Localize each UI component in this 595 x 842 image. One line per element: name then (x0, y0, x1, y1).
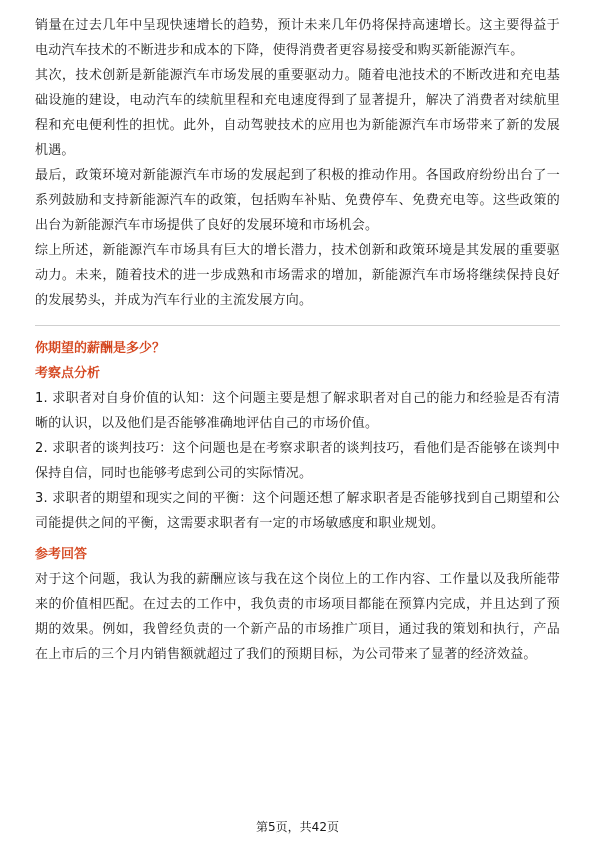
question-title: 你期望的薪酬是多少？ (35, 341, 166, 356)
focus-point: 3. 求职者的期望和现实之间的平衡：这个问题还想了解求职者是否能够找到自己期望和公司能提供之间的平衡，这需要求职者有一定的市场敏感度和职业规划。 (35, 491, 560, 531)
intro-paragraph: 最后，政策环境对新能源汽车市场的发展起到了积极的推动作用。各国政府纷纷出台了一系列鼓励和支持新能源汽车的政策，包括购车补贴、免费停车、免费充电等。这些政策的出台为新能源汽车市场提供了良好的发展环境和市场机会。 (35, 168, 560, 233)
intro-paragraph: 其次，技术创新是新能源汽车市场发展的重要驱动力。随着电池技术的不断改进和充电基础设施的建设，电动汽车的续航里程和充电速度得到了显著提升，解决了消费者对续航里程和充电便利性的担忧。此外，自动驾驶技术的应用也为新能源汽车市场带来了新的发展机遇。 (35, 68, 560, 158)
focus-heading: 考察点分析 (35, 366, 101, 381)
intro-paragraph: 综上所述，新能源汽车市场具有巨大的增长潜力，技术创新和政策环境是其发展的重要驱动力。未来，随着技术的进一步成熟和市场需求的增加，新能源汽车市场将继续保持良好的发展势头，并成为汽车行业的主流发展方向。 (35, 243, 560, 308)
answer-heading: 参考回答 (35, 547, 88, 562)
answer-paragraph: 对于这个问题，我认为我的薪酬应该与我在这个岗位上的工作内容、工作量以及我所能带来的价值相匹配。在过去的工作中，我负责的市场项目都能在预算内完成，并且达到了预期的效果。例如，我曾经负责的一个新产品的市场推广项目，通过我的策划和执行，产品在上市后的三个月内销售额就超过了我们的预期目标，为公司带来了显著的经济效益。 (35, 572, 560, 662)
intro-paragraph: 销量在过去几年中呈现快速增长的趋势，预计未来几年仍将保持高速增长。这主要得益于电动汽车技术的不断进步和成本的下降，使得消费者更容易接受和购买新能源汽车。 (35, 18, 560, 58)
focus-point: 1. 求职者对自身价值的认知：这个问题主要是想了解求职者对自己的能力和经验是否有清晰的认识，以及他们是否能够准确地评估自己的市场价值。 (35, 391, 560, 431)
page-number: 第5页，共42页 (256, 820, 339, 834)
section-divider (35, 325, 560, 326)
page-content (35, 13, 560, 667)
focus-point: 2. 求职者的谈判技巧：这个问题也是在考察求职者的谈判技巧，看他们是否能够在谈判中保持自信，同时也能够考虑到公司的实际情况。 (35, 441, 560, 481)
